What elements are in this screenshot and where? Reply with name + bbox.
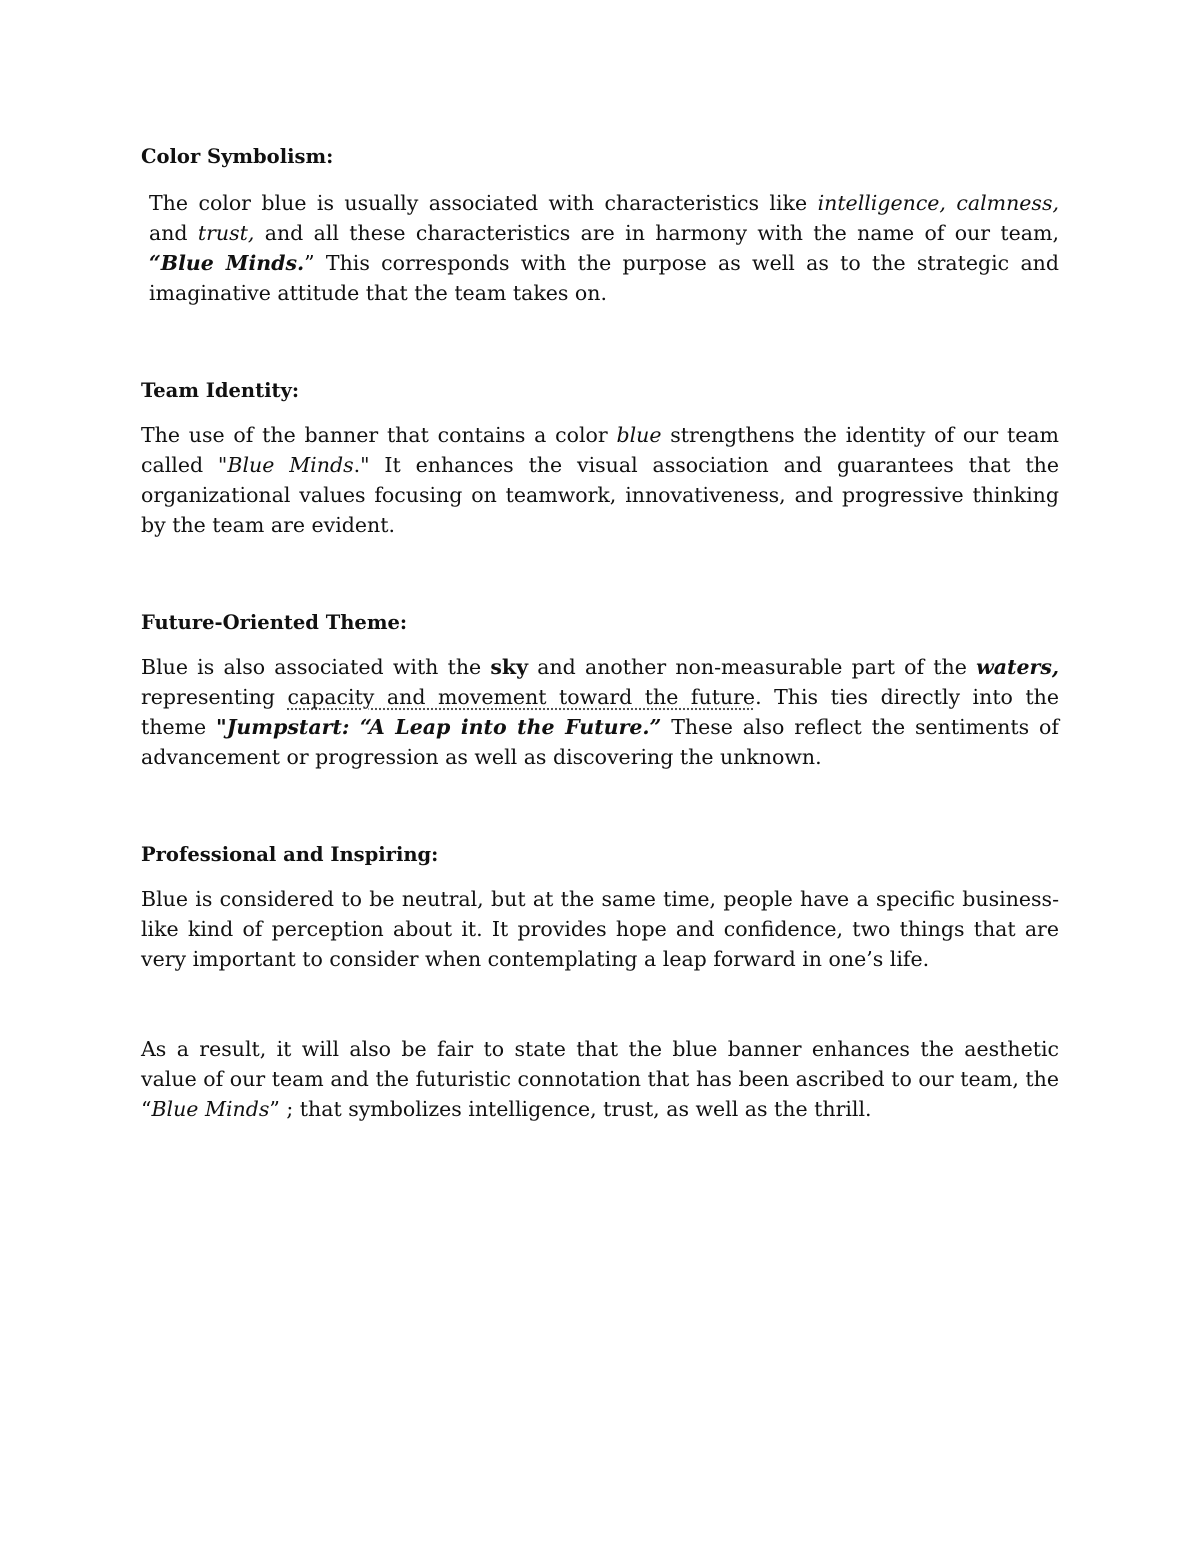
bold-italic-text: waters, [976,655,1059,679]
section-professional-and-inspiring [141,838,1059,974]
text-run: ." It enhances the visual association and guarantees that the organizational values focusing on teamwork, innovativeness, and progressive thinking by the team are evident. [141,453,1059,537]
section-paragraph: Blue is considered to be neutral, but at the same time, people have a specific business-like kind of perception about it. It provides hope and confidence, two things that are very important to consider when contemplating a leap forward in one’s life. [141,887,1059,971]
bold-text: sky [490,655,529,679]
text-run: The color blue is usually associated with characteristics like [149,191,818,215]
italic-text: intelligence, calmness, [817,191,1059,215]
italic-text: blue [616,423,662,447]
section-color-symbolism [141,140,1059,308]
bold-italic-text: "Jumpstart: “A Leap into the Future.” [216,715,662,739]
text-run: strengthens the identity of our team called " [141,423,1059,477]
text-run: representing [141,685,288,709]
conclusion-paragraph [141,1034,1059,1124]
text-run: The use of the banner that contains a color [141,423,617,447]
text-run: . This ties directly into the theme [141,685,1059,739]
section-heading: Team Identity: [141,379,300,402]
conclusion [141,1034,1059,1124]
text-run: and [149,221,198,245]
section-paragraph [141,188,1059,308]
section-heading: Color Symbolism: [141,145,334,168]
document-body [141,140,1059,1124]
text-run: These also reflect the sentiments of advancement or progression as well as discovering the unknown. [141,715,1059,769]
text-run: Blue is also associated with the [141,655,491,679]
text-run: As a result, it will also be fair to state that the blue banner enhances the aesthetic value of our team and the futuristic connotation that has been ascribed to our team, the “ [141,1037,1059,1121]
section-heading: Professional and Inspiring: [141,843,439,866]
italic-text: Blue Minds [227,453,354,477]
section-future-oriented-theme [141,606,1059,772]
section-team-identity [141,374,1059,540]
italic-text: trust, [197,221,255,245]
text-run: ” ; that symbolizes intelligence, trust, as well as the thrill. [269,1097,872,1121]
section-heading: Future-Oriented Theme: [141,611,408,634]
dotted-underline-text: capacity and movement toward the future [287,685,756,709]
section-paragraph [141,652,1059,772]
italic-text: Blue Minds [151,1097,270,1121]
text-run: ” This corresponds with the purpose as well as to the strategic and imaginative attitude that the team takes on. [149,251,1059,305]
section-paragraph [141,420,1059,540]
text-run: and all these characteristics are in harmony with the name of our team, [254,221,1059,245]
bold-italic-text: “Blue Minds. [149,251,305,275]
text-run: and another non-measurable part of the [528,655,977,679]
